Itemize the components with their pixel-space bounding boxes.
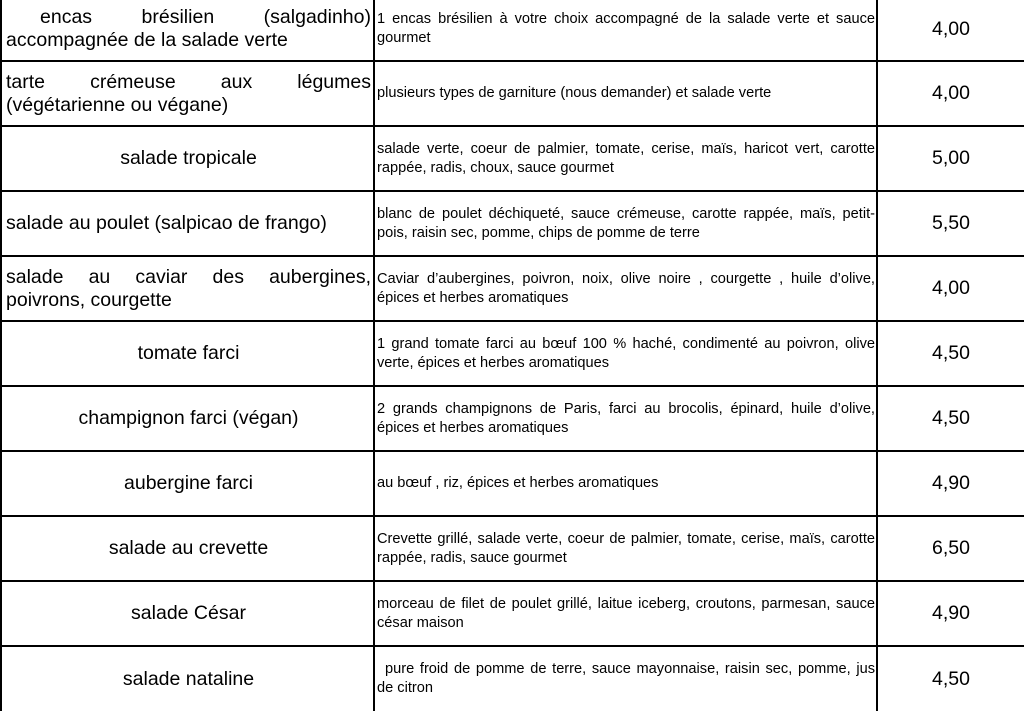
dish-name: salade nataline — [1, 646, 374, 711]
dish-description: plusieurs types de garniture (nous demander) et salade verte — [374, 61, 877, 126]
table-row — [1, 451, 1024, 516]
dish-price: 4,50 — [877, 321, 1024, 386]
dish-description: 1 grand tomate farci au bœuf 100 % haché, condimenté au poivron, olive verte, épices et herbes aromatiques — [374, 321, 877, 386]
dish-price: 4,50 — [877, 386, 1024, 451]
dish-name: salade tropicale — [1, 126, 374, 191]
table-row — [1, 126, 1024, 191]
table-row — [1, 516, 1024, 581]
dish-price: 6,50 — [877, 516, 1024, 581]
dish-name: tomate farci — [1, 321, 374, 386]
dish-name: salade au crevette — [1, 516, 374, 581]
dish-name: tarte crémeuse aux légumes (végétarienne ou végane) — [1, 61, 374, 126]
table-row — [1, 321, 1024, 386]
dish-price: 5,50 — [877, 191, 1024, 256]
table-row — [1, 386, 1024, 451]
table-row — [1, 0, 1024, 61]
dish-price: 4,00 — [877, 256, 1024, 321]
dish-description: blanc de poulet déchiqueté, sauce crémeuse, carotte rappée, maïs, petit-pois, raisin sec, pomme, chips de pomme de terre — [374, 191, 877, 256]
dish-price: 4,90 — [877, 451, 1024, 516]
dish-name: champignon farci (végan) — [1, 386, 374, 451]
dish-description: salade verte, coeur de palmier, tomate, cerise, maïs, haricot vert, carotte rappée, radis, choux, sauce gourmet — [374, 126, 877, 191]
dish-description: pure froid de pomme de terre, sauce mayonnaise, raisin sec, pomme, jus de citron — [374, 646, 877, 711]
dish-price: 5,00 — [877, 126, 1024, 191]
dish-description: au bœuf , riz, épices et herbes aromatiques — [374, 451, 877, 516]
dish-description: Crevette grillé, salade verte, coeur de palmier, tomate, cerise, maïs, carotte rappée, radis, sauce gourmet — [374, 516, 877, 581]
dish-description: Caviar d’aubergines, poivron, noix, olive noire , courgette , huile d’olive, épices et herbes aromatiques — [374, 256, 877, 321]
dish-price: 4,50 — [877, 646, 1024, 711]
dish-description: morceau de filet de poulet grillé, laitue iceberg, croutons, parmesan, sauce césar maison — [374, 581, 877, 646]
dish-description: 2 grands champignons de Paris, farci au brocolis, épinard, huile d’olive, épices et herbes aromatiques — [374, 386, 877, 451]
table-row — [1, 61, 1024, 126]
table-row — [1, 646, 1024, 711]
table-row — [1, 191, 1024, 256]
dish-name: encas brésilien (salgadinho) accompagnée de la salade verte — [1, 0, 374, 61]
table-row — [1, 256, 1024, 321]
dish-price: 4,00 — [877, 0, 1024, 61]
table-row — [1, 581, 1024, 646]
dish-description: 1 encas brésilien à votre choix accompagné de la salade verte et sauce gourmet — [374, 0, 877, 61]
dish-price: 4,90 — [877, 581, 1024, 646]
dish-price: 4,00 — [877, 61, 1024, 126]
dish-name: salade César — [1, 581, 374, 646]
dish-name: salade au caviar des aubergines, poivrons, courgette — [1, 256, 374, 321]
dish-name: aubergine farci — [1, 451, 374, 516]
dish-name: salade au poulet (salpicao de frango) — [1, 191, 374, 256]
